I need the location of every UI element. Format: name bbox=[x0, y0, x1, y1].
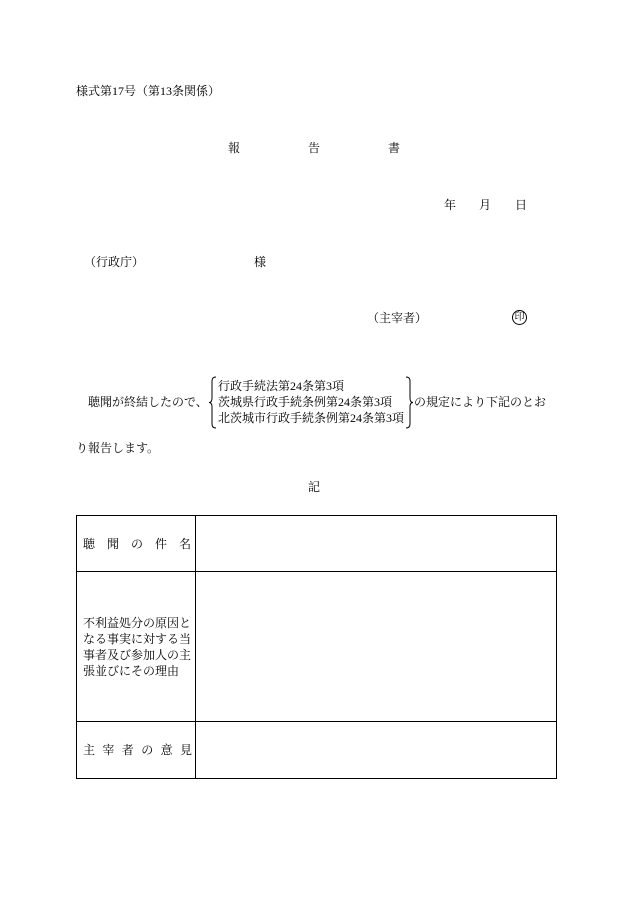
form-number: 様式第17号（第13条関係） bbox=[76, 84, 221, 98]
presider-label: （主宰者） bbox=[367, 311, 428, 325]
date-day-label: 日 bbox=[515, 198, 528, 212]
right-brace-icon bbox=[404, 376, 414, 429]
date-month-label: 月 bbox=[479, 198, 492, 212]
provision-item: 北茨城市行政手続条例第24条第3項 bbox=[218, 411, 405, 425]
date-year-label: 年 bbox=[444, 198, 457, 212]
body-tail-text: の規定により下記のとお bbox=[414, 395, 547, 409]
table-row bbox=[77, 516, 556, 571]
note-heading: 記 bbox=[308, 480, 321, 494]
provision-item: 行政手続法第24条第3項 bbox=[218, 379, 345, 393]
seal-mark-icon bbox=[512, 310, 527, 325]
claims-and-reasons-label: 不利益処分の原因となる事実に対する当事者及び参加人の主張並びにその理由 bbox=[83, 615, 192, 678]
table-row bbox=[77, 721, 556, 778]
provision-item: 茨城県行政手続条例第24条第3項 bbox=[218, 395, 393, 409]
report-table bbox=[76, 515, 557, 779]
table-label-cell bbox=[77, 722, 200, 778]
body-continuation-text: り報告します。 bbox=[76, 441, 160, 455]
table-label-cell bbox=[77, 572, 196, 721]
presider-opinion-value bbox=[196, 722, 556, 778]
addressee-label: （行政庁） bbox=[84, 255, 145, 269]
presider-opinion-label: 主宰者の意見 bbox=[83, 743, 200, 757]
body-lead-text: 聴聞が終結したので、 bbox=[88, 395, 208, 409]
table-row bbox=[77, 571, 556, 721]
claims-and-reasons-value bbox=[196, 572, 556, 721]
seal-mark-text: 印 bbox=[514, 312, 525, 323]
provisions-list bbox=[218, 378, 404, 426]
left-brace-icon bbox=[208, 376, 218, 429]
hearing-case-name-value bbox=[196, 516, 556, 571]
document-title: 報告書 bbox=[228, 141, 469, 155]
hearing-case-name-label: 聴聞の件名 bbox=[83, 536, 204, 551]
addressee-honorific: 様 bbox=[254, 255, 267, 269]
table-label-cell bbox=[77, 516, 204, 571]
